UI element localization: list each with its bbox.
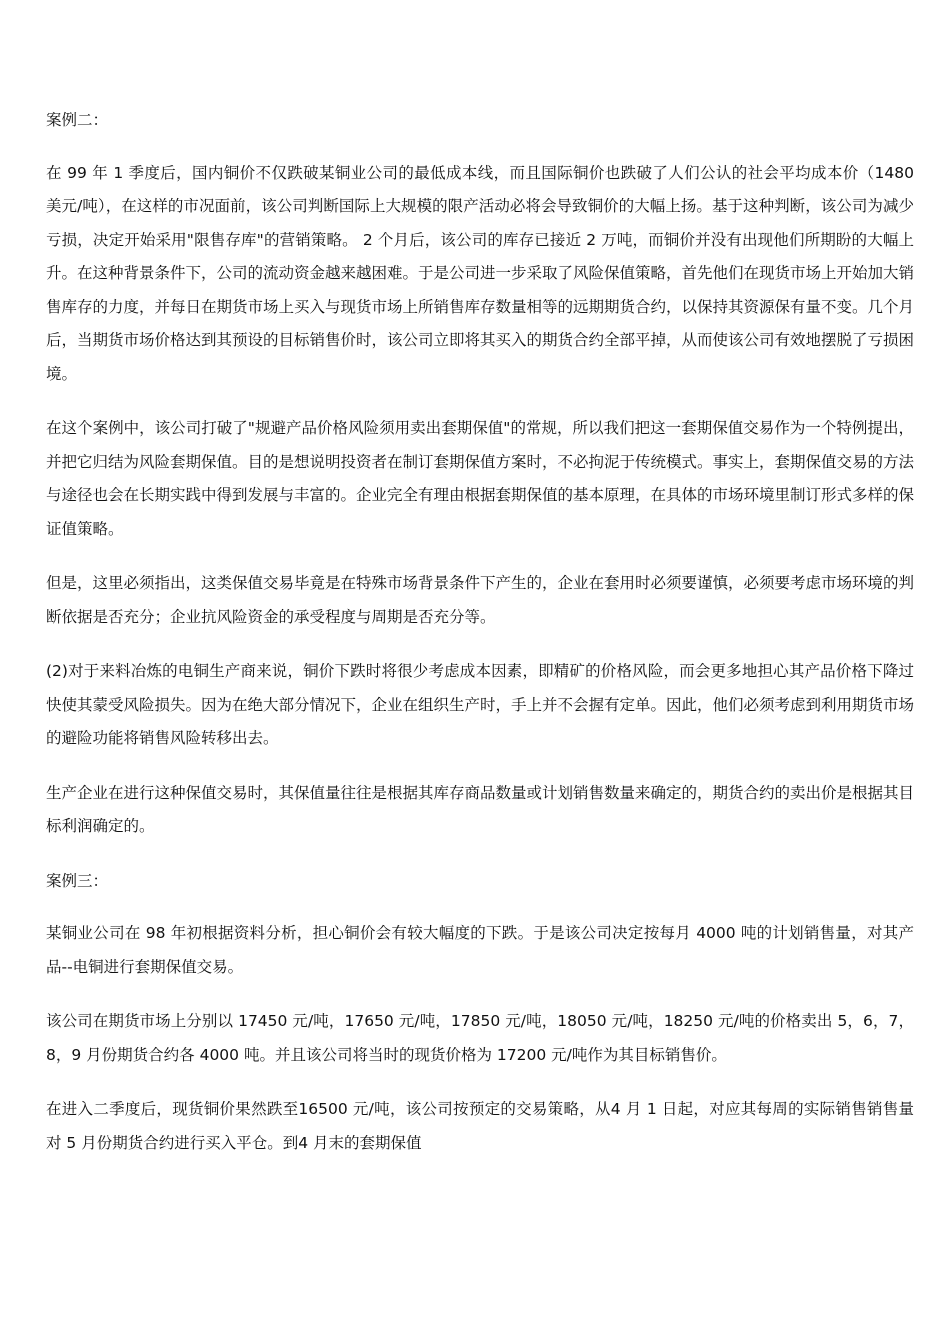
case-two-heading: 案例二： [46, 111, 109, 129]
caution-paragraph: 但是，这里必须指出，这类保值交易毕竟是在特殊市场背景条件下产生的，企业在套用时必须要谨慎，必须要考虑市场环境的判断依据是否充分；企业抗风险资金的承受程度与周期是否充分等。 [46, 574, 915, 626]
second-quarter-paragraph: 在进入二季度后，现货铜价果然跌至16500 元/吨，该公司按预定的交易策略，从4 月 1 日起，对应其每周的实际销售销售量对 5 月份期货合约进行买入平仓。到4 月末的套期保值 [46, 1100, 914, 1152]
case-three-heading: 案例三： [46, 871, 109, 890]
case-three-intro-paragraph: 某铜业公司在 98 年初根据资料分析，担心铜价会有较大幅度的下跌。于是该公司决定按每月 4000 吨的计划销售量，对其产品--电铜进行套期保值交易。 [46, 924, 914, 976]
futures-sale-paragraph: 该公司在期货市场上分别以 17450 元/吨，17650 元/吨，17850 元/吨，18050 元/吨，18250 元/吨的价格卖出 5，6，7，8，9 月份期货合约各 4000 吨。并且该公司将当时的现货价格为 17200 元/吨作为其目标销售价。 [46, 1012, 914, 1064]
smelter-risk-paragraph: (2)对于来料冶炼的电铜生产商来说，铜价下跌时将很少考虑成本因素，即精矿的价格风险，而会更多地担心其产品价格下降过快使其蒙受风险损失。因为在绝大部分情况下，企业在组织生产时，手上并不会握有定单。因此，他们必须考虑到利用期货市场的避险功能将销售风险转移出去。 [46, 662, 915, 747]
document-body [46, 104, 914, 1181]
case-analysis-paragraph: 在这个案例中，该公司打破了"规避产品价格风险须用卖出套期保值"的常规，所以我们把这一套期保值交易作为一个特例提出，并把它归结为风险套期保值。目的是想说明投资者在制订套期保值方案时，不必拘泥于传统模式。事实上，套期保值交易的方法与途径也会在长期实践中得到发展与丰富的。企业完全有理由根据套期保值的基本原理，在具体的市场环境里制订形式多样的保证值策略。 [46, 419, 915, 538]
case-two-description-paragraph: 在 99 年 1 季度后，国内铜价不仅跌破某铜业公司的最低成本线，而且国际铜价也跌破了人们公认的社会平均成本价（1480 美元/吨），在这样的市况面前，该公司判断国际上大规模的限产活动必将会导致铜价的大幅上扬。基于这种判断，该公司为减少亏损，决定开始采用"限售存库"的营销策略。 2 个月后，该公司的库存已接近 2 万吨，而铜价并没有出现他们所期盼的大幅上升。在这种背景条件下，公司的流动资金越来越困难。于是公司进一步采取了风险保值策略，首先他们在现货市场上开始加大销售库存的力度，并每日在期货市场上买入与现货市场上所销售库存数量相等的远期期货合约，以保持其资源保有量不变。几个月后，当期货市场价格达到其预设的目标销售价时，该公司立即将其买入的期货合约全部平掉，从而使该公司有效地摆脱了亏损困境。 [46, 163, 915, 383]
producer-hedging-paragraph: 生产企业在进行这种保值交易时，其保值量往往是根据其库存商品数量或计划销售数量来确定的，期货合约的卖出价是根据其目标利润确定的。 [46, 783, 915, 835]
